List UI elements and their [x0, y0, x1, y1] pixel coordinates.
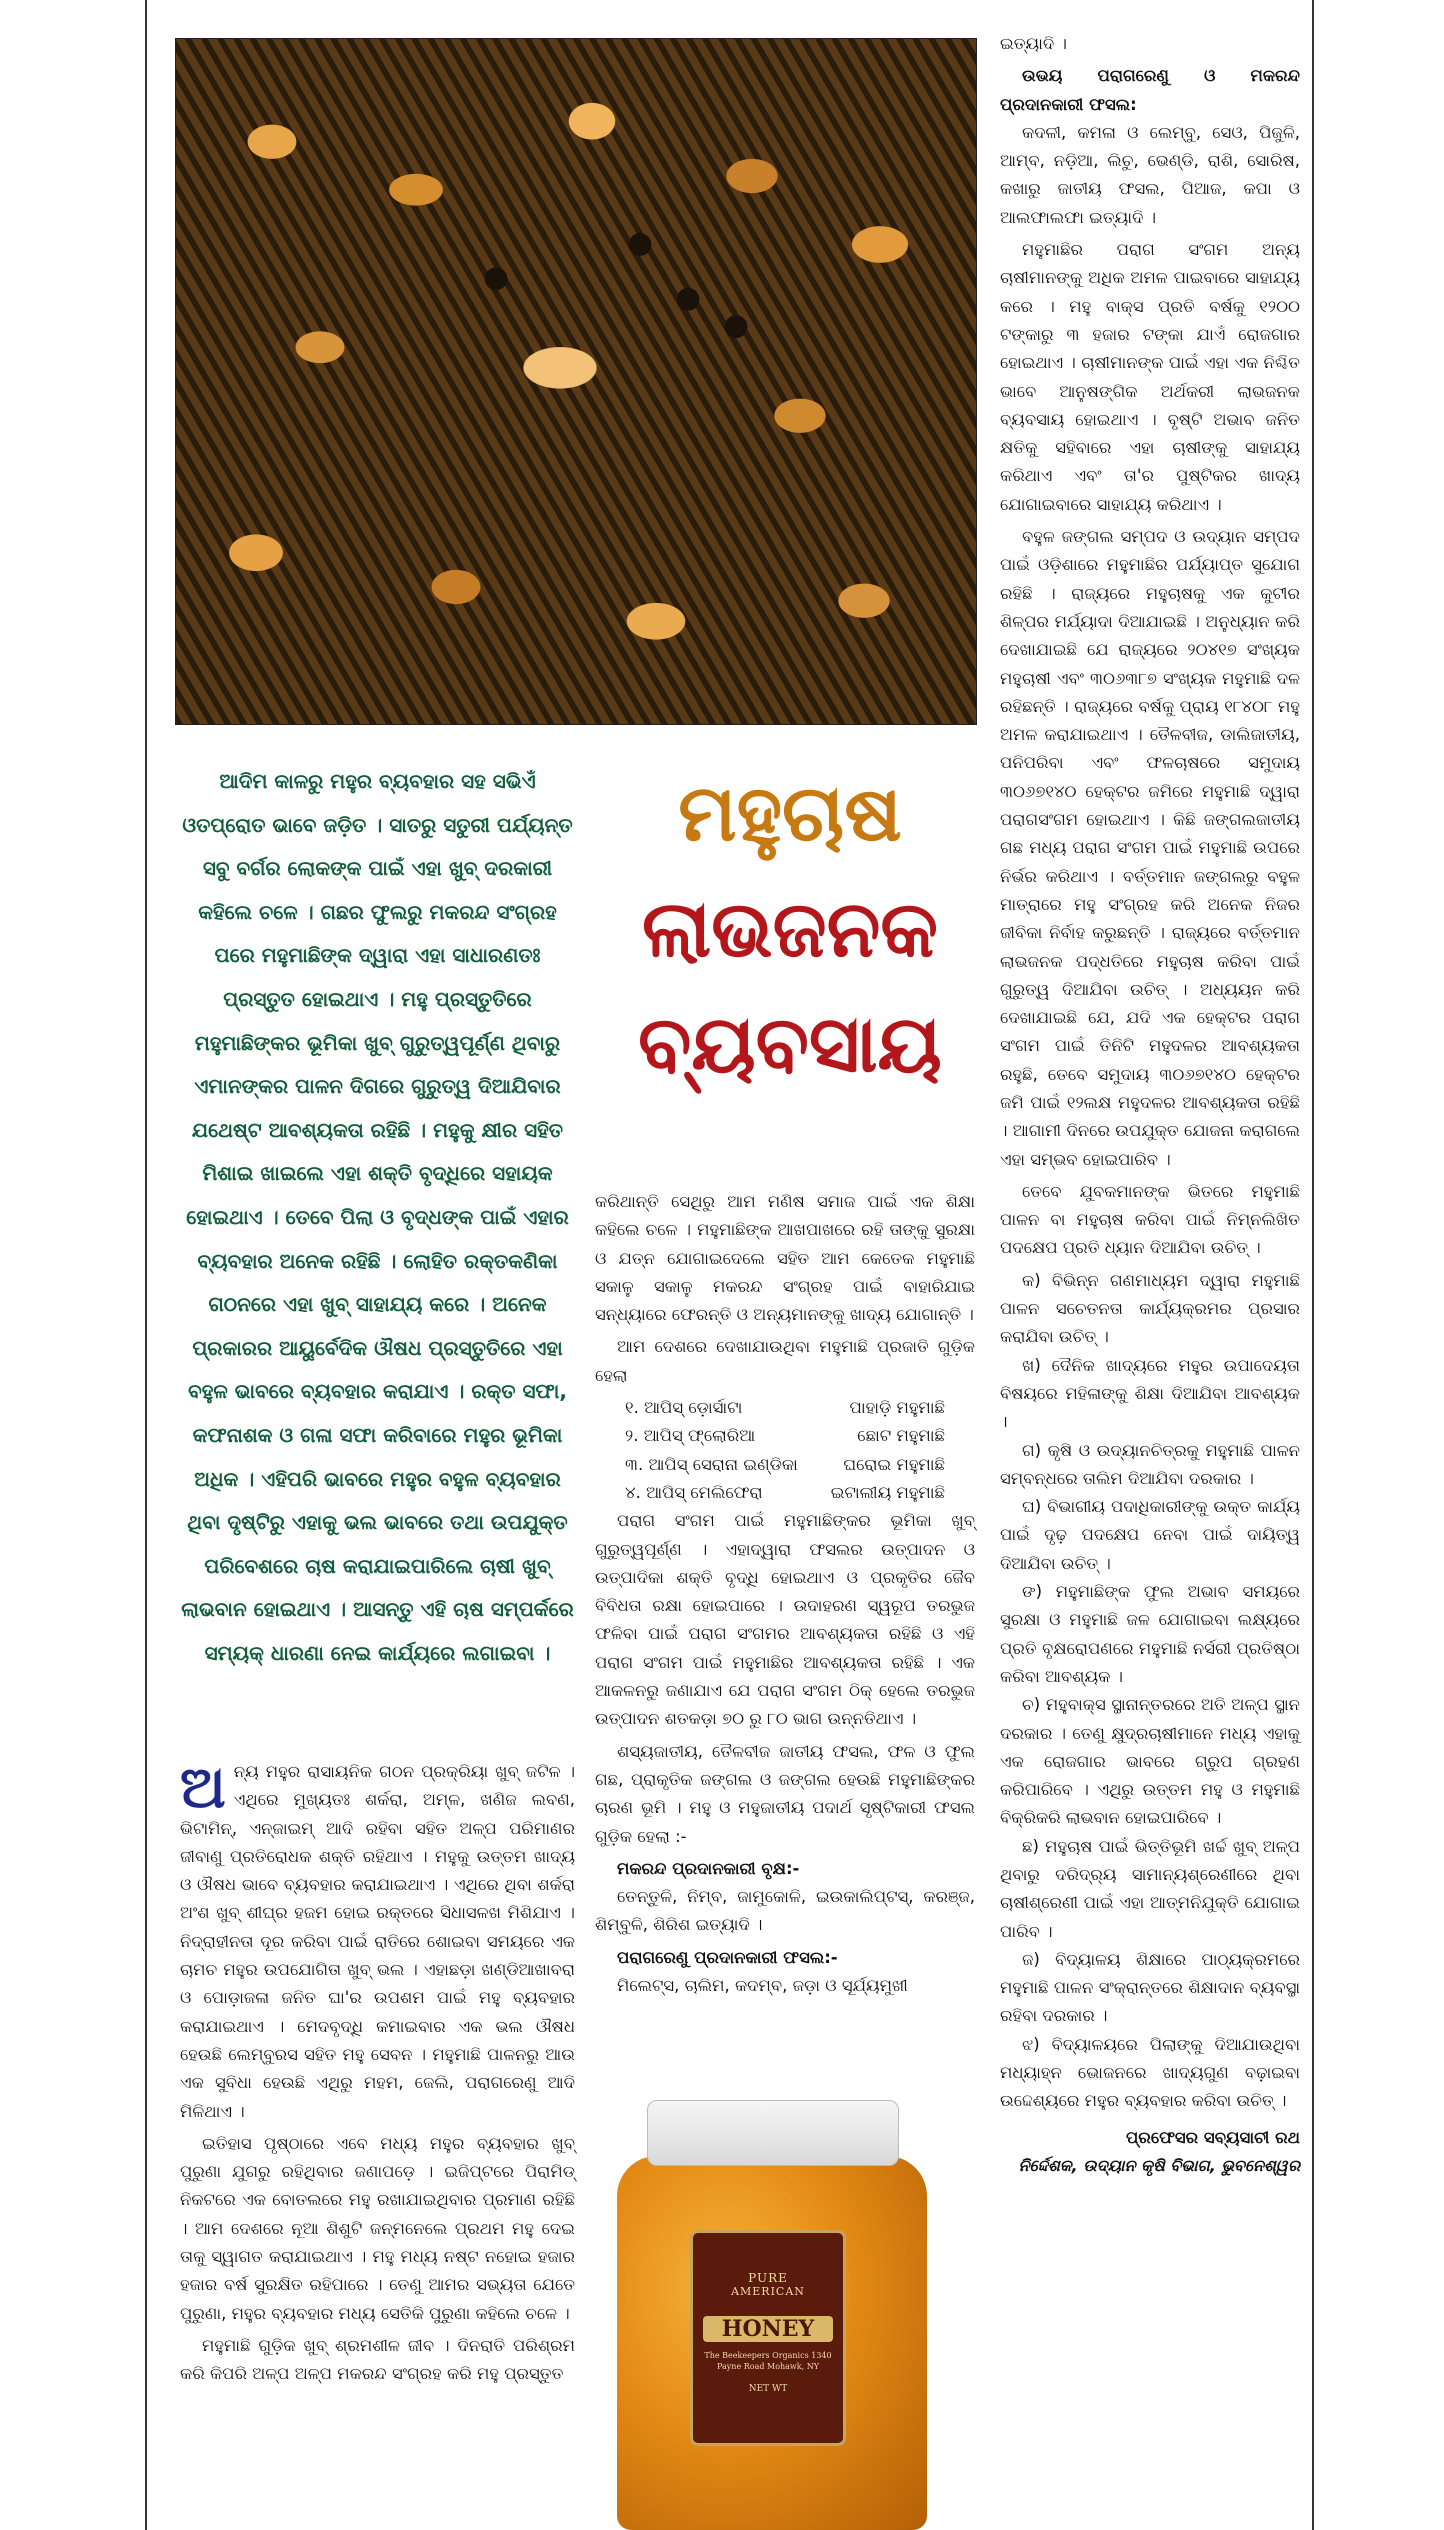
list-item: ଝ) ବିଦ୍ୟାଳୟରେ ପିଲାଙ୍କୁ ଦିଆଯାଉଥିବା ମଧ୍ୟାହ୍ନ ଭୋଜନରେ ଖାଦ୍ୟଗୁଣ ବଢ଼ାଇବା ଉଦ୍ଦେଶ୍ୟରେ ମହୁର ବ୍ୟବହାର କରିବା ଉଚିତ୍ ।	[1000, 2034, 1300, 2111]
species-common: ଇଟାଲୀୟ ମହୁମାଛି	[830, 1482, 945, 1502]
species-name: ୧. ଆପିସ୍ ଡ଼ୋର୍ସାଟା	[625, 1398, 743, 1418]
species-name: ୩. ଆପିସ୍ ସେରାନା ଇଣ୍ଡିକା	[625, 1454, 798, 1474]
list-item: ଖ) ଦୈନିକ ଖାଦ୍ୟରେ ମହୁର ଉପାଦେୟତା ବିଷୟରେ ମହିଳାଙ୍କୁ ଶିକ୍ଷା ଦିଆଯିବା ଆବଶ୍ୟକ ।	[1000, 1355, 1300, 1432]
headline-line-1: ମହୁଚାଷ	[678, 769, 902, 859]
species-row	[595, 1479, 975, 1507]
headline-line-3: ବ୍ୟବସାୟ	[638, 1000, 942, 1091]
headline-line-2: ଲାଭଜନକ	[642, 884, 938, 975]
list-item: କ) ବିଭିନ୍ନ ଗଣମାଧ୍ୟମ ଦ୍ୱାରା ମହୁମାଛି ପାଳନ ସଚେତନତା କାର୍ଯ୍ୟକ୍ରମର ପ୍ରସାର କରାଯିବା ଉଚିତ୍ ।	[1000, 1270, 1300, 1347]
paragraph: ମହୁମାଛି ଗୁଡ଼ିକ ଖୁବ୍ ଶ୍ରମଶୀଳ ଜୀବ । ଦିନରାତି ପରିଶ୍ରମ କରି କିପରି ଅଳ୍ପ ଅଳ୍ପ ମକରନ୍ଦ ସଂଗ୍ରହ କରି ମହୁ ପ୍ରସ୍ତୁତ	[180, 2335, 575, 2384]
jar-label-address: The Beekeepers Organics 1340 Payne Road Mohawk, NY	[704, 2351, 832, 2371]
species-common: ଛୋଟ ମହୁମାଛି	[857, 1426, 945, 1446]
jar-label-netwt: NET WT	[748, 2384, 788, 2394]
paragraph: ଆମ ଦେଶରେ ଦେଖାଯାଉଥିବା ମହୁମାଛି ପ୍ରଜାତି ଗୁଡ଼ିକ ହେଲା	[595, 1337, 975, 1385]
paragraph: ତେନ୍ତୁଳି, ନିମ୍ବ, ଜାମୁକୋଳି, ଇଉକାଲିପ୍ଟସ୍, କରଞ୍ଜ, ଶିମ୍ବୁଳି, ଶିରିଶ ଇତ୍ୟାଦି ।	[595, 1887, 975, 1935]
column-3	[1000, 30, 1300, 2180]
paragraph: ମିଲେଟ୍ସ, ଚାଲିମ, କଦମ୍ବ, ଜଡ଼ା ଓ ସୂର୍ଯ୍ୟମୁଖୀ	[617, 1976, 908, 1996]
list-item: ଙ) ମହୁମାଛିଙ୍କ ଫୁଲ ଅଭାବ ସମୟରେ ସୁରକ୍ଷା ଓ ମହୁମାଛି ଜଳ ଯୋଗାଇବା ଲକ୍ଷ୍ୟରେ ପ୍ରତି ବୃକ୍ଷରୋପଣରେ ମହୁମାଛି ନର୍ସରୀ ପ୍ରତିଷ୍ଠା କରିବା ଆବଶ୍ୟକ ।	[1000, 1582, 1300, 1686]
author-name: ପ୍ରଫେସର ସବ୍ୟସାଚୀ ରଥ	[1125, 2127, 1300, 2147]
species-common: ଘରୋଇ ମହୁମାଛି	[843, 1454, 945, 1474]
paragraph: ତେବେ ଯୁବକମାନଙ୍କ ଭିତରେ ମହୁମାଛି ପାଳନ ବା ମହୁଚାଷ କରିବା ପାଇଁ ନିମ୍ନଲିଖିତ ପଦକ୍ଷେପ ପ୍ରତି ଧ୍ୟାନ ଦିଆଯିବା ଉଚିତ୍ ।	[1000, 1181, 1300, 1258]
paragraph: ବହୁଳ ଜଙ୍ଗଲ ସମ୍ପଦ ଓ ଉଦ୍ୟାନ ସମ୍ପଦ ପାଇଁ ଓଡ଼ିଶାରେ ମହୁମାଛିର ପର୍ଯ୍ୟାପ୍ତ ସୁଯୋଗ ରହିଛି । ରାଜ୍ୟରେ ମହୁଚାଷକୁ ଏକ କୁଟୀର ଶିଳ୍ପର ମର୍ଯ୍ୟାଦା ଦିଆଯାଇଛି । ଅନୁଧ୍ୟାନ କରି ଦେଖାଯାଇଛି ଯେ ରାଜ୍ୟରେ ୨୦୪୧୭ ସଂଖ୍ୟକ ମହୁଚାଷୀ ଏବଂ ୩୦୬୩୮୭ ସଂଖ୍ୟକ ମହୁମାଛି ଦଳ ରହିଛନ୍ତି । ରାଜ୍ୟରେ ବର୍ଷକୁ ପ୍ରାୟ ୧୮୪୦୮ ମହୁ ଅମଳ କରାଯାଇଥାଏ । ତୈଳବୀଜ, ଡାଲିଜାତୀୟ, ପନିପରିବା ଏବଂ ଫଳଚାଷରେ ସମୁଦାୟ ୩୦୬୭୧୪୦ ହେକ୍ଟର ଜମିରେ ମହୁମାଛି ଦ୍ୱାରା ପରାଗସଂଗମ ହୋଇଥାଏ । କିଛି ଜଙ୍ଗଲଜାତୀୟ ଗଛ ମଧ୍ୟ ପରାଗ ସଂଗମ ପାଇଁ ମହୁମାଛି ଉପରେ ନିର୍ଭର କରିଥାଏ । ବର୍ତ୍ତମାନ ଜଙ୍ଗଲରୁ ବହୁଳ ମାତ୍ରାରେ ମହୁ ସଂଗ୍ରହ କରି ଅନେକ ନିଜର ଜୀବିକା ନିର୍ବାହ କରୁଛନ୍ତି । ରାଜ୍ୟରେ ବର୍ତ୍ତମାନ ଲାଭଜନକ ପଦ୍ଧତିରେ ମହୁଚାଷ କରିବା ପାଇଁ ଗୁରୁତ୍ୱ ଦିଆଯିବା ଉଚିତ୍ । ଅଧ୍ୟୟନ କରି ଦେଖାଯାଇଛି ଯେ, ଯଦି ଏକ ହେକ୍ଟର ପରାଗ ସଂଗମ ପାଇଁ ତିନିଟି ମହୁଦଳର ଆବଶ୍ୟକତା ରହୁଛି, ତେବେ ସମୁଦାୟ ୩୦୬୭୧୪୦ ହେକ୍ଟର ଜମି ପାଇଁ ୧୨ଲକ୍ଷ ମହୁଦଳର ଆବଶ୍ୟକତା ରହିଛି । ଆଗାମୀ ଦିନରେ ଉପଯୁକ୍ତ ଯୋଜନା କରାଗଲେ ଏହା ସମ୍ଭବ ହୋଇପାରିବ ।	[1000, 527, 1300, 1169]
list-item: ଗ) କୃଷି ଓ ଉଦ୍ୟାନଚିତ୍ରକୁ ମହୁମାଛି ପାଳନ ସମ୍ବନ୍ଧରେ ତାଲିମ ଦିଆଯିବା ଦରକାର ।	[1000, 1440, 1300, 1488]
species-row	[595, 1394, 975, 1422]
list-item: ଜ) ବିଦ୍ୟାଳୟ ଶିକ୍ଷାରେ ପାଠ୍ୟକ୍ରମରେ ମହୁମାଛି ପାଳନ ସଂକ୍ରାନ୍ତରେ ଶିକ୍ଷାଦାନ ବ୍ୟବସ୍ଥା ରହିବା ଦରକାର ।	[1000, 1949, 1300, 2026]
author-affiliation: ନିର୍ଦ୍ଦେଶକ, ଉଦ୍ୟାନ କୃଷି ବିଭାଗ, ଭୁବନେଶ୍ୱର	[1018, 2155, 1300, 2175]
jar-lid	[647, 2100, 899, 2166]
subheading: ମକରନ୍ଦ ପ୍ରଦାନକାରୀ ବୃକ୍ଷ:-	[617, 1858, 800, 1878]
species-row	[595, 1422, 975, 1450]
paragraph-text: ନ୍ୟ ମହୁର ରାସାୟନିକ ଗଠନ ପ୍ରକ୍ରିୟା ଖୁବ୍ ଜଟିଳ । ଏଥିରେ ମୁଖ୍ୟତଃ ଶର୍କରା, ଅମ୍ଳ, ଖଣିଜ ଲବଣ, ଭିଟାମିନ୍, ଏନ୍‌ଜାଇମ୍ ଆଦି ରହିବା ସହିତ ଅଳ୍ପ ପରିମାଣର ଜୀବାଣୁ ପ୍ରତିରୋଧକ ଶକ୍ତି ରହିଥାଏ । ମହୁକୁ ଉତ୍ତମ ଖାଦ୍ୟ ଓ ଔଷଧ ଭାବେ ବ୍ୟବହାର କରାଯାଇଥାଏ । ଏଥିରେ ଥିବା ଶର୍କରା ଅଂଶ ଖୁବ୍ ଶୀଘ୍ର ହଜମ ହୋଇ ରକ୍ତରେ ସିଧାସଳଖ ମିଶିଯାଏ । ନିଦ୍ରାହୀନତା ଦୂର କରିବା ପାଇଁ ରାତିରେ ଶୋଇବା ସମୟରେ ଏକ ଚାମଚ ମହୁର ଉପଯୋଗିତା ଖୁବ୍ ଭଲ । ଏହାଛଡ଼ା ଖଣ୍ଡିଆଖାବରା ଓ ପୋଡ଼ାଜଳା ଜନିତ ଘା'ର ଉପଶମ ପାଇଁ ମହୁ ବ୍ୟବହାର କରାଯାଇଥାଏ । ମେଦବୃଦ୍ଧି କମାଇବାର ଏକ ଭଲ ଔଷଧ ହେଉଛି ଲେମ୍ବୁରସ ସହିତ ମହୁ ସେବନ । ମହୁମାଛି ପାଳନରୁ ଆଉ ଏକ ସୁବିଧା ହେଉଛି ଏଥିରୁ ମହମ, ଜେଲି, ପରାଗରେଣୁ ଆଦି ମିଳିଥାଏ ।	[180, 1762, 575, 2121]
species-name: ୪. ଆପିସ୍ ମେଲିଫେରା	[625, 1482, 763, 1502]
paragraph: ଶସ୍ୟଜାତୀୟ, ତୈଳବୀଜ ଜାତୀୟ ଫସଲ, ଫଳ ଓ ଫୁଲ ଗଛ, ପ୍ରାକୃତିକ ଜଙ୍ଗଲ ଓ ଜଙ୍ଗଲ ହେଉଛି ମହୁମାଛିଙ୍କର ଚାରଣ ଭୂମି । ମହୁ ଓ ମହୁଜାତୀୟ ପଦାର୍ଥ ସୃଷ୍ଟିକାରୀ ଫସଲ ଗୁଡ଼ିକ ହେଲା :-	[595, 1741, 975, 1846]
paragraph: କରିଥାନ୍ତି ସେଥିରୁ ଆମ ମଣିଷ ସମାଜ ପାଇଁ ଏକ ଶିକ୍ଷା କହିଲେ ଚଳେ । ମହୁମାଛିଙ୍କ ଆଖପାଖରେ ରହି ତାଙ୍କୁ ସୁରକ୍ଷା ଓ ଯତ୍ନ ଯୋଗାଇଦେଲେ ସହିତ ଆମ କେତେକ ମହୁମାଛି ସକାଳୁ ସକାଳୁ ମକରନ୍ଦ ସଂଗ୍ରହ ପାଇଁ ବାହାରିଯାଇ ସନ୍ଧ୍ୟାରେ ଫେରନ୍ତି ଓ ଅନ୍ୟମାନଙ୍କୁ ଖାଦ୍ୟ ଯୋଗାନ୍ତି ।	[595, 1192, 975, 1325]
species-common: ପାହାଡ଼ି ମହୁମାଛି	[849, 1398, 945, 1418]
list-item: ଚ) ମହୁବାକ୍ସ ସ୍ଥାନାନ୍ତରରେ ଅତି ଅଳ୍ପ ସ୍ଥାନ ଦରକାର । ତେଣୁ କ୍ଷୁଦ୍ରଚାଷୀମାନେ ମଧ୍ୟ ଏହାକୁ ଏକ ରୋଜଗାର ଭାବରେ ଗ୍ରୁପ ଗ୍ରହଣ କରିପାରିବେ । ଏଥିରୁ ଉତ୍ତମ ମହୁ ଓ ମହୁମାଛି ବିକ୍ରିକରି ଲାଭବାନ ହୋଇପାରିବେ ।	[1000, 1695, 1300, 1828]
subheading: ଉଭୟ ପରାଗରେଣୁ ଓ ମକରନ୍ଦ ପ୍ରଦାନକାରୀ ଫସଲ:	[1000, 66, 1300, 114]
honey-jar-image	[612, 2100, 932, 2530]
paragraph	[180, 1753, 575, 2126]
list-item: ଛ) ମହୁଚାଷ ପାଇଁ ଭିତ୍ତିଭୂମି ଖର୍ଚ୍ଚ ଖୁବ୍ ଅଳ୍ପ ଥିବାରୁ ଦରିଦ୍ର୍ୟ ସାମାନ୍ୟଶ୍ରେଣୀରେ ଥିବା ଚାଷୀଶ୍ରେଣୀ ପାଇଁ ଏହା ଆତ୍ମନିଯୁକ୍ତି ଯୋଗାଇ ପାରିବ ।	[1000, 1836, 1300, 1941]
column-1	[180, 1753, 575, 2393]
jar-label-american: AMERICAN	[731, 2285, 805, 2298]
paragraph: ଇତ୍ୟାଦି ।	[1000, 34, 1067, 53]
subheading: ପରାଗରେଣୁ ପ୍ରଦାନକାରୀ ଫସଲ:-	[617, 1947, 838, 1967]
jar-label	[690, 2230, 846, 2446]
list-item: ଘ) ବିଭାଗୀୟ ପଦାଧିକାରୀଙ୍କୁ ଉକ୍ତ କାର୍ଯ୍ୟ ପାଇଁ ଦୃଢ଼ ପଦକ୍ଷେପ ନେବା ପାଇଁ ଦାୟିତ୍ୱ ଦିଆଯିବା ଉଚିତ୍ ।	[1000, 1497, 1300, 1573]
paragraph: ଇତିହାସ ପୃଷ୍ଠାରେ ଏବେ ମଧ୍ୟ ମହୁର ବ୍ୟବହାର ଖୁବ୍ ପୁରୁଣା ଯୁଗରୁ ରହିଥିବାର ଜଣାପଡ଼େ । ଇଜିପ୍ଟରେ ପିରାମିଡ୍ ନିକଟରେ ଏକ ବୋତଲରେ ମହୁ ରଖାଯାଇଥିବାର ପ୍ରମାଣ ରହିଛି । ଆମ ଦେଶରେ ନୂଆ ଶିଶୁଟି ଜନ୍ମନେଲେ ପ୍ରଥମ ମହୁ ଦେଇ ତାକୁ ସ୍ୱାଗତ କରାଯାଇଥାଏ । ମହୁ ମଧ୍ୟ ନଷ୍ଟ ନହୋଇ ହଜାର ହଜାର ବର୍ଷ ସୁରକ୍ଷିତ ରହିପାରେ । ତେଣୁ ଆମର ସଭ୍ୟତା ଯେତେ ପୁରୁଣା, ମହୁର ବ୍ୟବହାର ମଧ୍ୟ ସେତିକି ପୁରୁଣା କହିଲେ ଚଳେ ।	[180, 2133, 575, 2323]
paragraph: ପରାଗ ସଂଗମ ପାଇଁ ମହୁମାଛିଙ୍କର ଭୂମିକା ଖୁବ୍ ଗୁରୁତ୍ୱପୂର୍ଣ୍ଣ । ଏହାଦ୍ୱାରା ଫସଲର ଉତ୍ପାଦନ ଓ ଉତ୍ପାଦିକା ଶକ୍ତି ବୃଦ୍ଧି ହୋଇଥାଏ ଓ ପ୍ରକୃତିର ଜୈବ ବିବିଧତା ରକ୍ଷା ହୋଇପାରେ । ଉଦାହରଣ ସ୍ୱରୂପ ତରଭୁଜ ଫଳିବା ପାଇଁ ପରାଗ ସଂଗମର ଆବଶ୍ୟକତା ରହିଛି ଓ ଏହି ପରାଗ ସଂଗମ ପାଇଁ ମହୁମାଛିର ଆବଶ୍ୟକତା ରହିଛି । ଏକ ଆକଳନରୁ ଜଣାଯାଏ ଯେ ପରାଗ ସଂଗମ ଠିକ୍ ହେଲେ ତରଭୁଜ ଉତ୍ପାଦନ ଶତକଡ଼ା ୭୦ ରୁ ୮୦ ଭାଗ ଉନ୍ନତିଥାଏ ।	[595, 1511, 975, 1729]
jar-label-honey: HONEY	[703, 2316, 833, 2342]
species-name: ୨. ଆପିସ୍ ଫ୍ଲୋରିଆ	[625, 1426, 756, 1446]
paragraph: କଦଳୀ, କମଳା ଓ ଲେମ୍ବୁ, ସେଓ, ପିଜୁଳି, ଆମ୍ବ, ନଡ଼ିଆ, ଲିଚୁ, ଭେଣ୍ଡି, ରାଶି, ସୋରିଷ, କଖାରୁ ଜାତୀୟ ଫସଲ, ପିଆଜ, କପା ଓ ଆଲଫାଲଫା ଇତ୍ୟାଦି ।	[1000, 122, 1300, 227]
bee-photo	[175, 38, 977, 725]
intro-paragraph: ଆଦିମ କାଳରୁ ମହୁର ବ୍ୟବହାର ସହ ସଭିଏଁ ଓତପ୍ରୋତ ଭାବେ ଜଡ଼ିତ । ସାତରୁ ସତୁରୀ ପର୍ଯ୍ୟନ୍ତ ସବୁ ବର୍ଗର ଲୋକଙ୍କ ପାଇଁ ଏହା ଖୁବ୍ ଦରକାରୀ କହିଲେ ଚଳେ । ଗଛର ଫୁଲରୁ ମକରନ୍ଦ ସଂଗ୍ରହ ପରେ ମହୁମାଛିଙ୍କ ଦ୍ୱାରା ଏହା ସାଧାରଣତଃ ପ୍ରସ୍ତୁତ ହୋଇଥାଏ । ମହୁ ପ୍ରସ୍ତୁତିରେ ମହୁମାଛିଙ୍କର ଭୂମିକା ଖୁବ୍ ଗୁରୁତ୍ୱପୂର୍ଣ୍ଣ ଥିବାରୁ ଏମାନଙ୍କର ପାଳନ ଦିଗରେ ଗୁରୁତ୍ୱ ଦିଆଯିବାର ଯଥେଷ୍ଟ ଆବଶ୍ୟକତା ରହିଛି । ମହୁକୁ କ୍ଷୀର ସହିତ ମିଶାଇ ଖାଇଲେ ଏହା ଶକ୍ତି ବୃଦ୍ଧିରେ ସହାୟକ ହୋଇଥାଏ । ତେବେ ପିଲା ଓ ବୃଦ୍ଧଙ୍କ ପାଇଁ ଏହାର ବ୍ୟବହାର ଅନେକ ରହିଛି । ଲୋହିତ ରକ୍ତକଣିକା ଗଠନରେ ଏହା ଖୁବ୍ ସାହାଯ୍ୟ କରେ । ଅନେକ ପ୍ରକାରର ଆୟୁର୍ବେଦିକ ଔଷଧ ପ୍ରସ୍ତୁତିରେ ଏହା ବହୁଳ ଭାବରେ ବ୍ୟବହାର କରାଯାଏ । ରକ୍ତ ସଫା, କଫନାଶକ ଓ ଗଳା ସଫା କରିବାରେ ମହୁର ଭୂମିକା ଅଧିକ । ଏହିପରି ଭାବରେ ମହୁର ବହୁଳ ବ୍ୟବହାର ଥିବା ଦୃଷ୍ଟିରୁ ଏହାକୁ ଭଲ ଭାବରେ ତଥା ଉପଯୁକ୍ତ ପରିବେଶରେ ଚାଷ କରାଯାଇପାରିଲେ ଚାଷୀ ଖୁବ୍ ଲାଭବାନ ହୋଇଥାଏ । ଆସନ୍ତୁ ଏହି ଚାଷ ସମ୍ପର୍କରେ ସମ୍ୟକ୍ ଧାରଣା ନେଇ କାର୍ଯ୍ୟରେ ଲଗାଇବା ।	[181, 769, 574, 1665]
jar-label-pure: PURE	[748, 2271, 788, 2285]
drop-cap: ଅ	[180, 1753, 226, 1821]
paragraph: ମହୁମାଛିର ପରାଗ ସଂଗମ ଅନ୍ୟ ଚାଷୀମାନଙ୍କୁ ଅଧିକ ଅମଳ ପାଇବାରେ ସାହାଯ୍ୟ କରେ । ମହୁ ବାକ୍ସ ପ୍ରତି ବର୍ଷକୁ ୧୨୦୦ ଟଙ୍କାରୁ ୩ ହଜାର ଟଙ୍କା ଯାଏଁ ରୋଜଗାର ହୋଇଥାଏ । ଚାଷୀମାନଙ୍କ ପାଇଁ ଏହା ଏକ ନିଶ୍ଚିତ ଭାବେ ଆନୁଷଙ୍ଗିକ ଅର୍ଥକରୀ ଲାଭଜନକ ବ୍ୟବସାୟ ହୋଇଥାଏ । ବୃଷ୍ଟି ଅଭାବ ଜନିତ କ୍ଷତିକୁ ସହିବାରେ ଏହା ଚାଷୀଙ୍କୁ ସାହାଯ୍ୟ କରିଥାଏ ଏବଂ ତା'ର ପୁଷ୍ଟିକର ଖାଦ୍ୟ ଯୋଗାଇବାରେ ସାହାଯ୍ୟ କରିଥାଏ ।	[1000, 240, 1300, 514]
species-row	[595, 1451, 975, 1479]
column-2	[595, 1188, 975, 2004]
headline	[590, 770, 990, 1091]
